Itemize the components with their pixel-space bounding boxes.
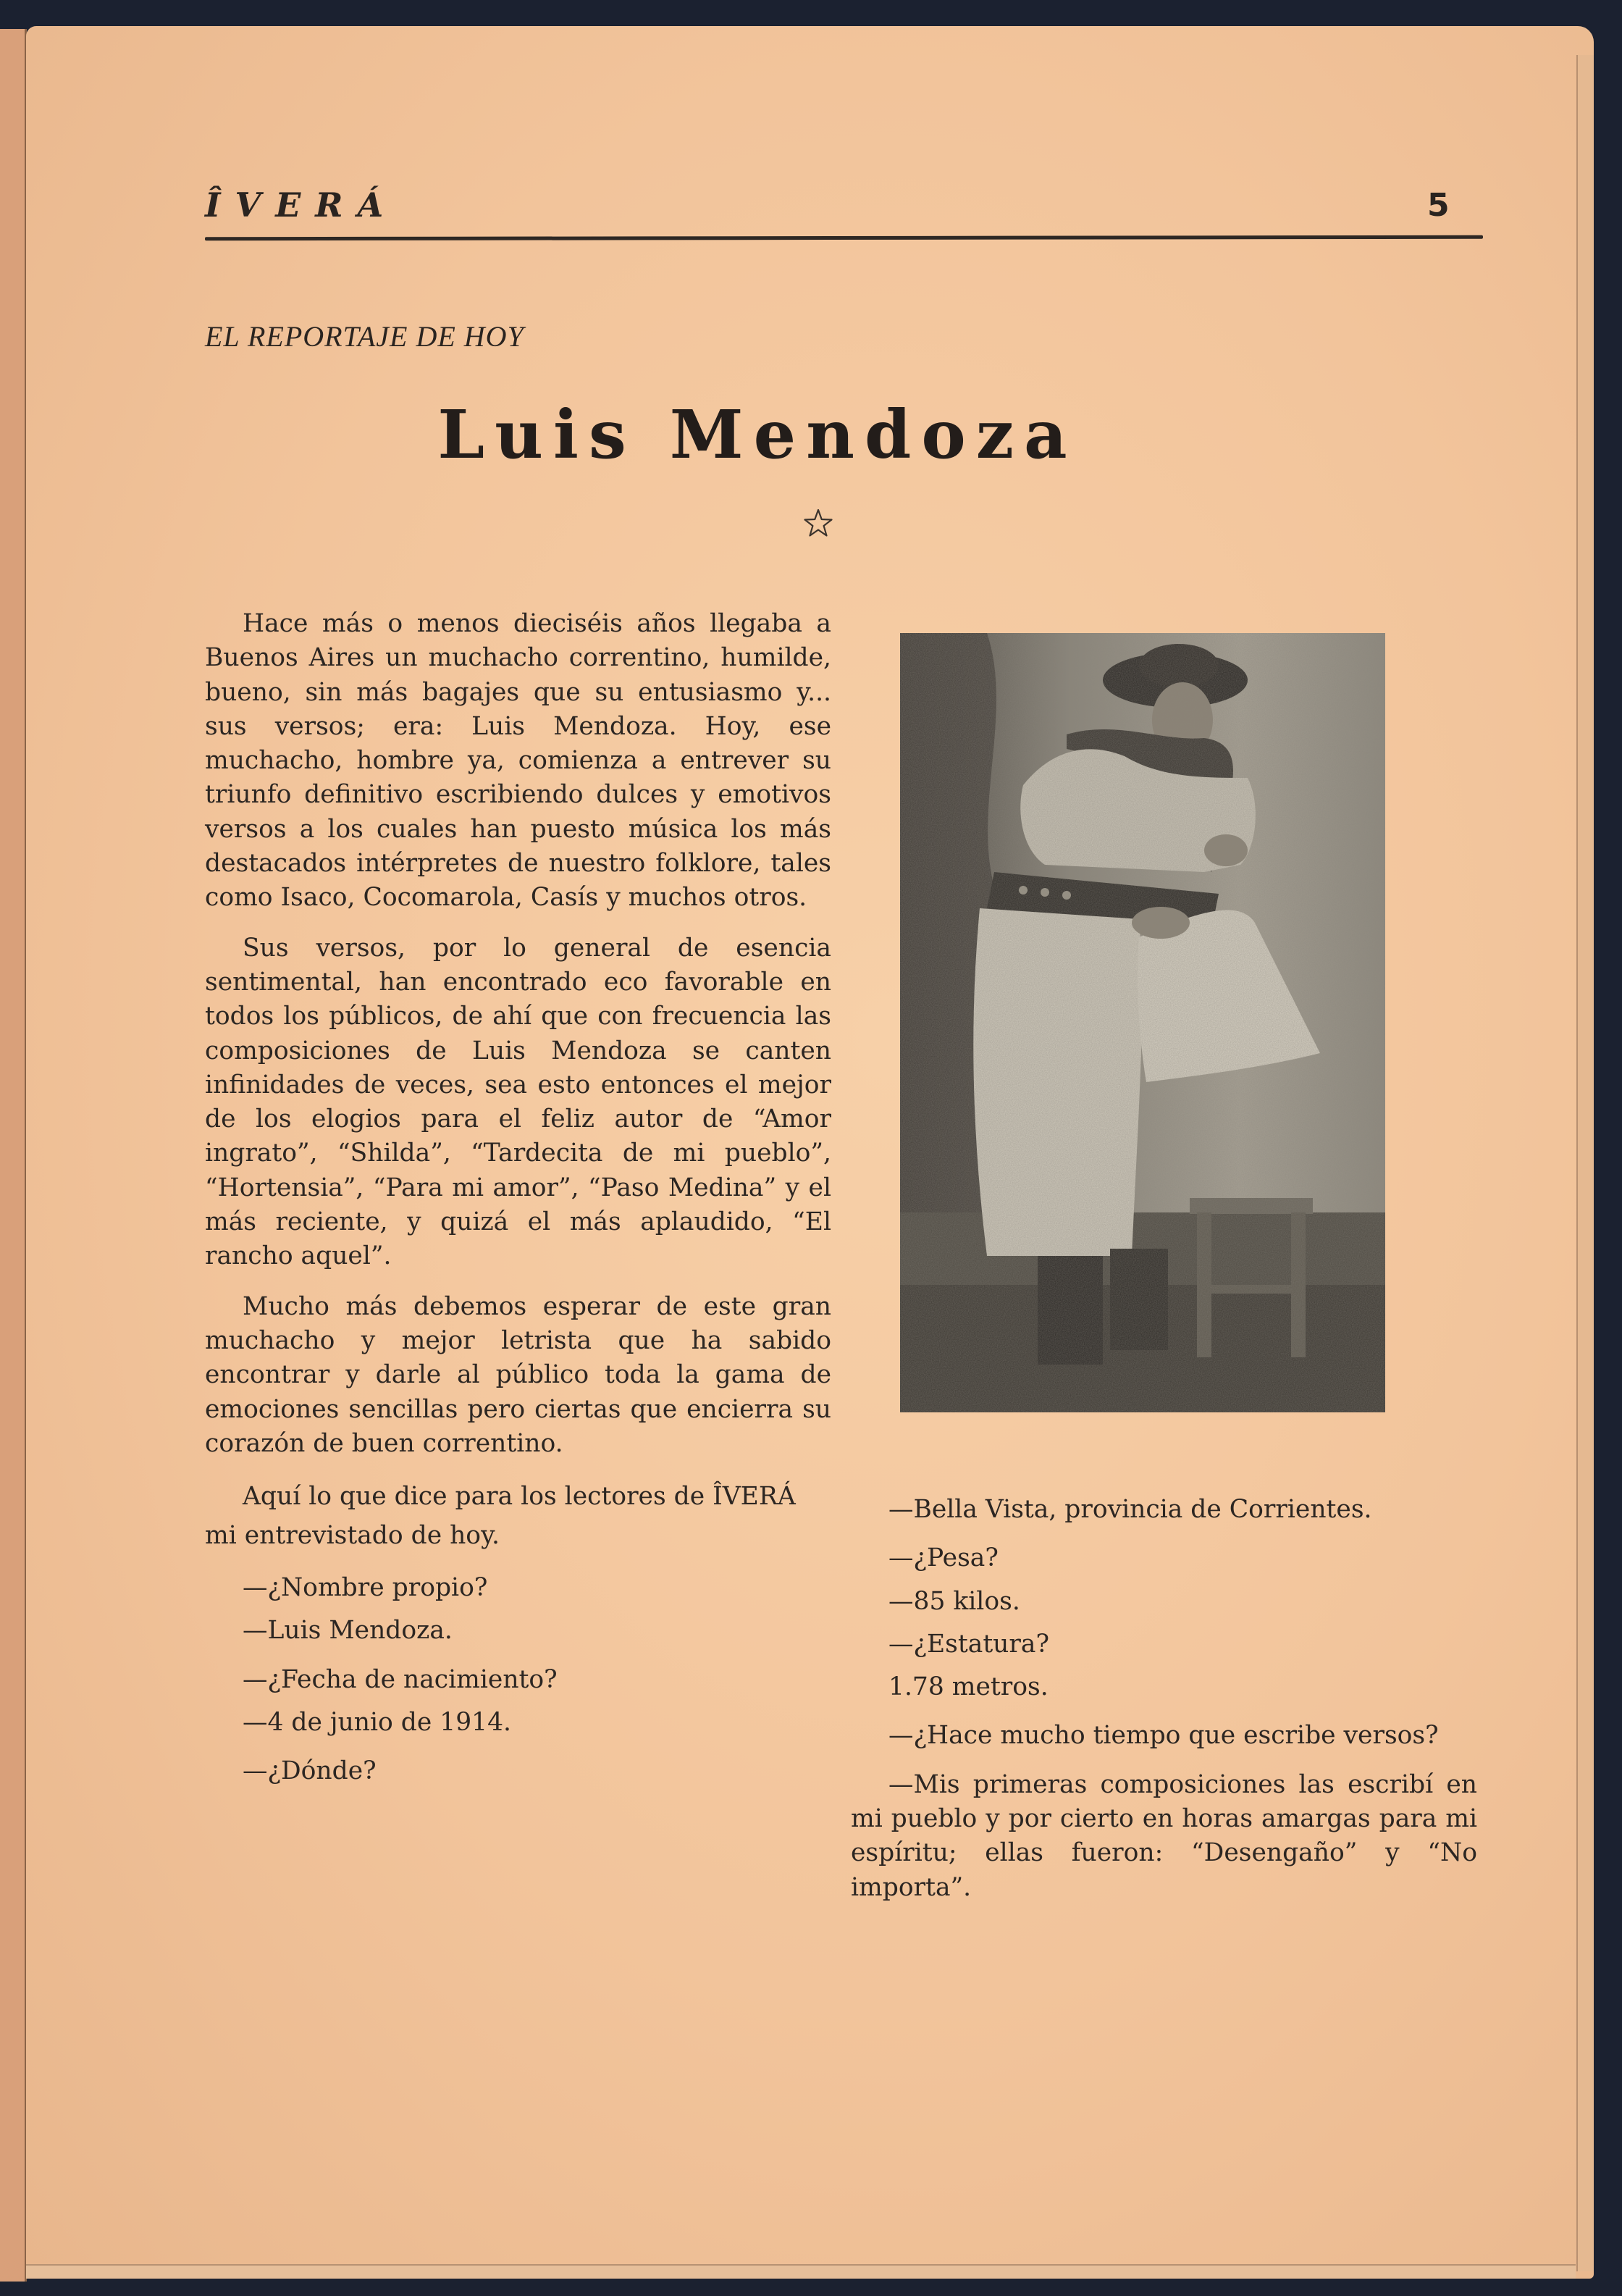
article-title: Luis Mendoza bbox=[437, 395, 1077, 474]
page-stack-edge-right bbox=[1576, 55, 1594, 2271]
portrait-photo bbox=[900, 633, 1385, 1412]
interview-line: —¿Dónde? bbox=[243, 1756, 377, 1786]
interview-line: —4 de junio de 1914. bbox=[243, 1708, 512, 1738]
interview-line: —¿Estatura? bbox=[888, 1629, 1049, 1659]
section-label: EL REPORTAJE DE HOY bbox=[205, 320, 524, 353]
interview-line: —¿Nombre propio? bbox=[243, 1573, 488, 1603]
magazine-name: ÎVERÁ bbox=[205, 185, 398, 225]
article-paragraph: Mucho más debemos esperar de este gran muchacho y mejor letrista que ha sabido encontrar y darle al público toda la gama de emociones sencillas pero ciertas que encierra su corazón de buen correntino. bbox=[205, 1291, 831, 1458]
star-outline-icon bbox=[804, 508, 833, 537]
interview-line: —¿Fecha de nacimiento? bbox=[243, 1664, 558, 1694]
article-paragraph: Sus versos, por lo general de esencia sentimental, han encontrado eco favorable en todos los públicos, de ahí que con frecuencia las composiciones de Luis Mendoza se canten infinidades de veces, sea esto entonces el mejor de los elogios para el feliz autor de “Amor ingrato”, “Shilda”, “Tardecita de mi pueblo”, “Hortensia”, “Para mi amor”, “Paso Medina” y el más reciente, y quizá el más aplaudido, “El rancho aquel”. bbox=[205, 933, 831, 1271]
page-number: 5 bbox=[1427, 187, 1450, 224]
page-stack-edge-bottom bbox=[26, 2264, 1576, 2279]
article-right-column bbox=[851, 1493, 1477, 1914]
interview-line: —¿Pesa? bbox=[888, 1543, 999, 1573]
magazine-page bbox=[26, 26, 1594, 2279]
interview-line: —Luis Mendoza. bbox=[243, 1616, 453, 1646]
article-paragraph: Hace más o menos dieciséis años llegaba a Buenos Aires un muchacho correntino, humilde, bueno, sin más bagajes que su entusiasmo y... sus versos; era: Luis Mendoza. Hoy, ese muchacho, hombre ya, comienza a entrever su triunfo definitivo escribiendo dulces y emotivos versos a los cuales han puesto música los más destacados intérpretes de nuestro folklore, tales como Isaco, Cocomarola, Casís y muchos otros. bbox=[205, 609, 831, 913]
previous-page-edge bbox=[0, 29, 27, 2282]
interview-line: —Bella Vista, provincia de Corrientes. bbox=[888, 1495, 1372, 1524]
interview-line: —Mis primeras composiciones las escribí en mi pueblo y por cierto en horas amargas para mi espíritu; ellas fueron: “Desengaño” y “No importa”. bbox=[851, 1769, 1477, 1902]
article-paragraph: Aquí lo que dice para los lectores de ÎVERÁ mi entrevistado de hoy. bbox=[205, 1482, 796, 1551]
interview-line: 1.78 metros. bbox=[888, 1672, 1049, 1702]
interview-line: —85 kilos. bbox=[888, 1586, 1020, 1616]
interview-line: —¿Hace mucho tiempo que escribe versos? bbox=[888, 1721, 1439, 1751]
header-rule bbox=[205, 235, 1483, 240]
article-left-column bbox=[205, 607, 831, 1798]
